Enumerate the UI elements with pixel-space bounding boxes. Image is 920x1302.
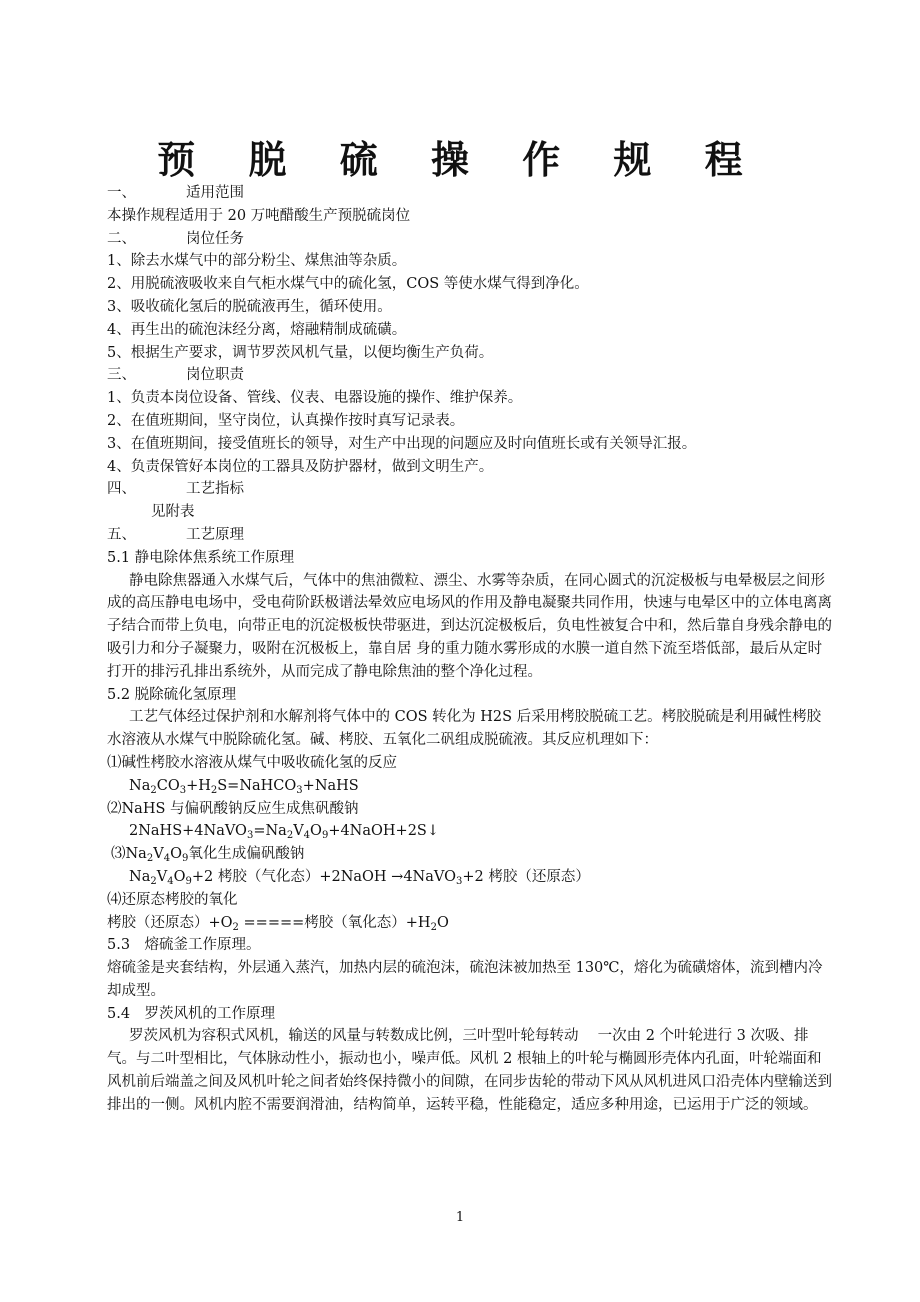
subsection-5-1-heading: 5.1 静电除体焦系统工作原理: [107, 549, 295, 566]
subsection-5-4-heading: 5.4 罗茨风机的工作原理: [107, 1005, 276, 1022]
section-5-heading: 五、 工艺原理: [107, 526, 244, 543]
reaction-2-title: ⑵NaHS 与偏矾酸钠反应生成焦矾酸钠: [107, 800, 359, 817]
equation-4: 栲胶（还原态）$+O_2$ =====栲胶（氧化态）$+H_2O$: [107, 914, 449, 933]
list-item: 2、在值班期间，坚守岗位，认真操作按时真写记录表。: [107, 412, 465, 429]
section-3-heading: 三、 岗位职责: [107, 367, 244, 384]
subsection-5-1-text: 静电除焦器通入水煤气后，气体中的焦油微粒、漂尘、水雾等杂质，在同心圆式的沉淀极板与电晕极层之间形成的高压静电电场中，受电荷阶跃极谱法晕效应电场风的作用及静电凝聚共同作用，快速与电晕区中的立体电离离子结合而带上负电，向带正电的沉淀极板快带驱进，到达沉淀极板后，负电性被复合中和，然后靠自身残余静电的吸引力和分子凝聚力，吸附在沉极板上，靠自居 身的重力随水雾形成的水膜一道自然下流至塔低部，最后从定时打开的排污孔排出系统外，从而完成了静电除焦油的整个净化过程。: [107, 572, 832, 680]
equation-1: $Na_2CO_3+H_2S=NaHCO_3+NaHS$: [129, 777, 359, 796]
list-item: 1、除去水煤气中的部分粉尘、煤焦油等杂质。: [107, 253, 407, 270]
section-4-text: 见附表: [151, 504, 195, 521]
subsection-5-4-text: 罗茨风机为容积式风机，输送的风量与转数成比例，三叶型叶轮每转动 一次由 2 个叶轮进行 3 次吸、排气。与二叶型相比，气体脉动性小，振动也小，噪声低。风机 2 根轴上的叶轮与椭圆形壳体内孔面，叶轮端面和风机前后端盖之间及风机叶轮之间者始终保持微小的间隙，在同步齿轮的带动下风从风机进风口沿壳体内壁输送到排出的一侧。风机内腔不需要润滑油，结构简单，运转平稳，性能稳定，适应多种用途，已运用于广泛的领域。: [107, 1028, 832, 1113]
section-1-text: 本操作规程适用于 20 万吨醋酸生产预脱硫岗位: [107, 207, 411, 224]
list-item: 2、用脱硫液吸收来自气柜水煤气中的硫化氢，COS 等使水煤气得到净化。: [107, 276, 589, 293]
list-item: 4、再生出的硫泡沫经分离，熔融精制成硫磺。: [107, 321, 407, 338]
section-4-heading: 四、 工艺指标: [107, 481, 244, 498]
equation-2: $2NaHS+4NaVO_3=Na_2V_4O_9+4NaOH+2S↓$: [129, 823, 440, 842]
section-2-heading: 二、 岗位任务: [107, 230, 244, 247]
list-item: 4、负责保管好本岗位的工器具及防护器材，做到文明生产。: [107, 458, 494, 475]
list-item: 5、根据生产要求，调节罗茨风机气量，以便均衡生产负荷。: [107, 344, 494, 361]
reaction-3-title: $⑶Na_2V_4O_9$氧化生成偏矾酸钠: [111, 846, 305, 865]
subsection-5-3-heading: 5.3 熔硫釜工作原理。: [107, 937, 261, 954]
list-item: 3、吸收硫化氢后的脱硫液再生，循环使用。: [107, 298, 392, 315]
document-body: [107, 182, 832, 1117]
list-item: 1、负责本岗位设备、管线、仪表、电器设施的操作、维护保养。: [107, 390, 523, 407]
reaction-1-title: ⑴碱性栲胶水溶液从煤气中吸收硫化氢的反应: [107, 754, 397, 771]
document-title: 预 脱 硫 操 作 规 程: [157, 138, 763, 182]
page-number: 1: [455, 1210, 465, 1225]
subsection-5-2-heading: 5.2 脱除硫化氢原理: [107, 686, 237, 703]
list-item: 3、在值班期间，接受值班长的领导，对生产中出现的问题应及时向值班长或有关领导汇报。: [107, 435, 697, 452]
subsection-5-3-text: 熔硫釜是夹套结构，外层通入蒸汽，加热内层的硫泡沫，硫泡沫被加热至 130℃，熔化为硫磺熔体，流到槽内冷却成型。: [107, 960, 823, 999]
equation-3: $Na_2V_4O_9+2$ 栲胶（气化态）+2NaOH →4NaVO$_3$+2 栲胶（还原态）: [129, 868, 590, 887]
reaction-4-title: ⑷还原态栲胶的氧化: [107, 891, 238, 908]
subsection-5-2-text: 工艺气体经过保护剂和水解剂将气体中的 COS 转化为 H2S 后采用栲胶脱硫工艺。栲胶脱硫是利用碱性栲胶水溶液从水煤气中脱除硫化氢。碱、栲胶、五氧化二矾组成脱硫液。其反应机理如下：: [107, 709, 822, 749]
section-1-heading: 一、 适用范围: [107, 185, 244, 201]
